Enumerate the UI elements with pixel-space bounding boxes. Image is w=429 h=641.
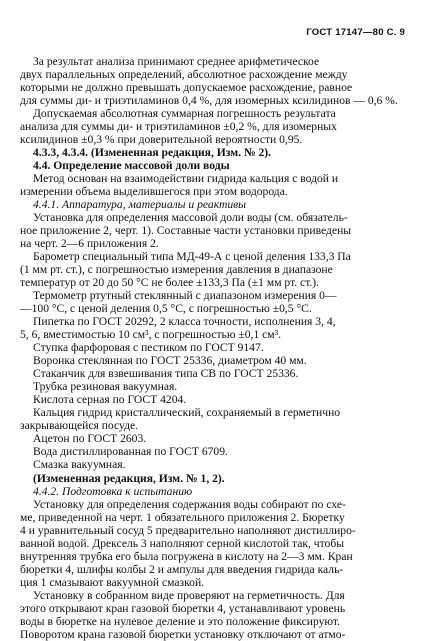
text-line: Кальция гидрид кристаллический, сохраняемый в герметично — [33, 406, 341, 420]
text-line: Установка для определения массовой доли воды (см. обязатель- — [33, 211, 348, 225]
text-line: бюретки 4, шлифы колбы 2 и ампулы для введения гидрида каль- — [20, 562, 344, 576]
text-line: внутренняя трубка его была погружена в кислоту на 2—3 мм. Кран — [20, 549, 353, 563]
text-line: двух параллельных определений, абсолютное расхождение между — [20, 68, 348, 82]
text-line: анализа для суммы ди- и триэтиламинов ±0,2 %, для изомерных — [20, 120, 337, 134]
text-line: Метод основан на взаимодействии гидрида кальция с водой и — [33, 172, 339, 186]
text-line: ме, приведенной на черт. 1 обязательного приложения 2. Бюретку — [20, 510, 345, 524]
text-line: Барометр специальный типа МД-49-А с ценой деления 133,3 Па — [33, 250, 351, 264]
text-line: Воронка стеклянная по ГОСТ 25336, диаметром 40 мм. — [33, 354, 307, 368]
text-line: для суммы ди- и триэтиламинов 0,4 %, для изомерных ксилидинов — 0,6 %. — [20, 94, 398, 108]
amendment-note: 4.3.3, 4.3.4. (Измененная редакция, Изм. № 2). — [33, 146, 272, 160]
text-line: которыми не должно превышать допускаемое расхождение, равное — [20, 81, 353, 95]
text-line: измерении объема выделившегося при этом водорода. — [20, 185, 288, 199]
text-line: ное приложение 2, черт. 1). Составные части установки приведены — [20, 224, 352, 238]
text-line: Установку для определения содержания воды собирают по схе- — [33, 497, 346, 511]
text-line: 4 и уравнительный сосуд 5 предварительно наполняют дистиллиро- — [20, 523, 356, 537]
text-line: Ступка фарфоровая с пестиком по ГОСТ 9147. — [33, 341, 264, 355]
text-line: 5, 6, вместимостью 10 см³, с погрешностью ±0,1 см³. — [20, 328, 282, 342]
text-line: —100 °С, с ценой деления 0,5 °С, с погрешностью ±0,5 °С. — [20, 302, 312, 316]
text-line: Установку в собранном виде проверяют на герметичность. Для — [33, 588, 345, 602]
text-line: Поворотом крана газовой бюретки установку отключают от атмо- — [20, 627, 346, 641]
document-body — [20, 55, 412, 641]
text-line: закрывающейся посуде. — [20, 419, 139, 433]
page-header: ГОСТ 17147—80 С. 9 — [306, 27, 405, 38]
text-line: Стаканчик для взвешивания типа СВ по ГОСТ 25336. — [33, 367, 299, 381]
text-line: ванной водой. Дрексель 3 наполняют серной кислотой так, чтобы — [20, 536, 345, 550]
text-line: (1 мм рт. ст.), с погрешностью измерения давления в диапазоне — [20, 263, 333, 277]
text-line: Пипетка по ГОСТ 20292, 2 класса точности, исполнения 3, 4, — [33, 315, 336, 329]
section-heading: 4.4. Определение массовой доли воды — [33, 159, 230, 173]
text-line: Кислота серная по ГОСТ 4204. — [33, 393, 187, 407]
text-line: Смазка вакуумная. — [33, 458, 126, 472]
text-line: Трубка резиновая вакуумная. — [33, 380, 178, 394]
subsection-heading: 4.4.1. Аппаратура, материалы и реактивы — [33, 198, 247, 212]
amendment-note: (Измененная редакция, Изм. № 1, 2). — [33, 471, 225, 485]
text-line: ксилидинов ±0,3 % при доверительной вероятности 0,95. — [20, 133, 303, 147]
text-line: ция 1 смазывают вакуумной смазкой. — [20, 575, 205, 589]
text-line: Вода дистиллированная по ГОСТ 6709. — [33, 445, 228, 459]
text-line: Ацетон по ГОСТ 2603. — [33, 432, 147, 446]
text-line: температур от 20 до 50 °С не более ±133,3 Па (±1 мм рт. ст.). — [20, 276, 320, 290]
text-line: Термометр ртутный стеклянный с диапазоном измерения 0— — [33, 289, 337, 303]
text-line: воды в бюретке на нулевое деление и это положение фиксируют. — [20, 614, 340, 628]
subsection-heading: 4.4.2. Подготовка к испытанию — [33, 484, 193, 498]
text-line: За результат анализа принимают среднее арифметическое — [33, 55, 320, 68]
text-line: на черт. 2—6 приложения 2. — [20, 237, 159, 251]
text-line: этого открывают кран газовой бюретки 4, устанавливают уровень — [20, 601, 346, 615]
text-line: Допускаемая абсолютная суммарная погрешность результата — [33, 107, 336, 121]
